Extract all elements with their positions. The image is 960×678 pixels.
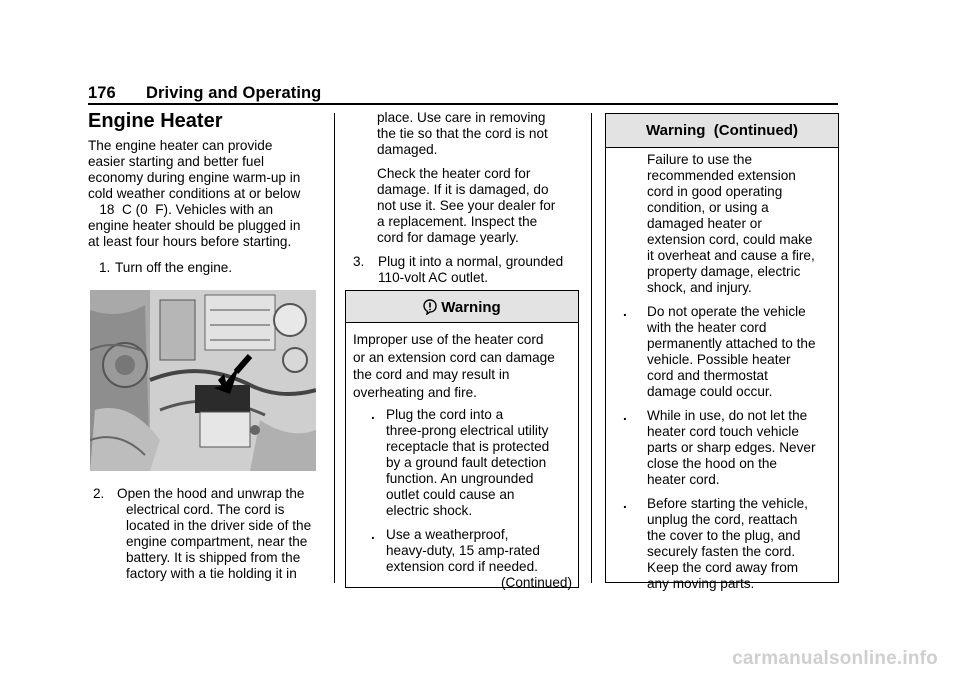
step-line: located in the driver side of the: [126, 518, 312, 533]
step-2-item: [88, 486, 328, 582]
bullet-line: Keep the cord away from: [647, 560, 799, 575]
intro-line: economy during engine warm-up in: [88, 170, 301, 185]
step-line: damaged.: [377, 142, 438, 157]
step-line: battery. It is shipped from the: [126, 550, 301, 565]
bullet-line: Plug the cord into a: [386, 407, 504, 422]
warning-line: extension cord, could make: [647, 232, 813, 247]
warning-bullet: [353, 527, 572, 575]
bullet-dot: .: [371, 407, 375, 422]
bullet-line: heater cord touch vehicle: [647, 424, 799, 439]
warning-line: condition, or using a: [647, 200, 769, 215]
section-title: Driving and Operating: [146, 84, 322, 102]
step-text: Turn off the engine.: [115, 260, 233, 275]
column-divider-1: [334, 113, 335, 583]
check-line: damage. If it is damaged, do: [377, 182, 549, 197]
warning-bullets: [346, 401, 578, 591]
warning-continued-para: [606, 148, 838, 296]
bullet-line: function. An ungrounded: [386, 471, 534, 486]
step-number: 1.: [99, 260, 111, 275]
step-2-continued: [353, 110, 581, 246]
bullet-dot: .: [623, 408, 627, 423]
step-line: engine compartment, near the: [126, 534, 308, 549]
warning-line: or an extension cord can damage: [353, 349, 555, 365]
warning-bullet: [606, 304, 832, 400]
intro-line: easier starting and better fuel: [88, 154, 265, 169]
bullet-line: heavy-duty, 15 amp-rated: [386, 543, 540, 558]
engine-illustration: [90, 290, 316, 471]
intro-line: The engine heater can provide: [88, 138, 273, 153]
warning-line: overheating and fire.: [353, 384, 477, 400]
warning-bullet: [606, 408, 832, 488]
check-line: cord for damage yearly.: [377, 230, 519, 245]
step-line: Plug it into a normal, grounded: [378, 254, 564, 269]
warning-box: [345, 290, 579, 588]
step-number: 2.: [93, 486, 105, 501]
page-number: 176: [88, 84, 116, 102]
warning-icon: [423, 294, 437, 328]
warning-line: the cord and may result in: [353, 367, 510, 382]
check-line: not use it. See your dealer for: [377, 198, 556, 213]
warning-line: Improper use of the heater cord: [353, 332, 544, 347]
warning-continued-title: Warning (Continued): [646, 122, 798, 139]
step-1: [88, 260, 323, 276]
engine-compartment-image: [90, 290, 316, 471]
bullet-dot: .: [371, 527, 375, 542]
bullet-line: outlet could cause an: [386, 487, 515, 502]
bullet-line: While in use, do not let the: [647, 408, 808, 423]
bullet-line: with the heater cord: [647, 320, 767, 335]
intro-line: at least four hours before starting.: [88, 234, 292, 249]
warning-line: it overheat and cause a fire,: [647, 248, 815, 263]
bullet-line: close the hood on the: [647, 456, 777, 471]
check-line: a replacement. Inspect the: [377, 214, 538, 229]
bullet-line: extension cord if needed.: [386, 559, 538, 574]
bullet-line: unplug the cord, reattach: [647, 512, 798, 527]
intro-line: engine heater should be plugged in: [88, 218, 301, 233]
warning-continued-box: [605, 113, 839, 591]
warning-line: Failure to use the: [647, 152, 753, 167]
bullet-line: Before starting the vehicle,: [647, 496, 808, 511]
step-line: Open the hood and unwrap the: [117, 486, 305, 501]
bullet-line: any moving parts.: [647, 576, 755, 591]
bullet-line: parts or sharp edges. Never: [647, 440, 816, 455]
step-line: electrical cord. The cord is: [126, 502, 285, 517]
bullet-line: damage could occur.: [647, 384, 773, 399]
page-title: Engine Heater: [88, 110, 223, 132]
warning-line: damaged heater or: [647, 216, 762, 231]
step-line: place. Use care in removing: [377, 110, 546, 125]
warning-continued-bullets: [606, 296, 838, 592]
bullet-line: Use a weatherproof,: [386, 527, 509, 542]
warning-body: [346, 323, 578, 401]
bullet-line: receptacle that is protected: [386, 439, 550, 454]
header-rule: [88, 103, 838, 105]
warning-bullet: [606, 496, 832, 592]
warning-title: Warning: [441, 299, 501, 316]
step-number: 3.: [353, 254, 365, 269]
bullet-line: permanently attached to the: [647, 336, 816, 351]
bullet-dot: .: [623, 496, 627, 511]
step-2: [88, 486, 328, 582]
bullet-line: cord and thermostat: [647, 368, 768, 383]
column-2: [353, 110, 581, 286]
check-line: Check the heater cord for: [377, 166, 531, 181]
intro-line: cold weather conditions at or below: [88, 186, 301, 201]
warning-continued-header: [606, 114, 838, 148]
column-1: [88, 138, 323, 276]
column-divider-2: [591, 113, 592, 583]
intro-line: 18 C (0 F). Vehicles with an: [88, 202, 274, 217]
step-line: 110-volt AC outlet.: [378, 270, 489, 285]
watermark-footer: carmanualsonline.info: [732, 648, 938, 669]
bullet-line: three-prong electrical utility: [386, 423, 549, 438]
warning-line: cord in good operating: [647, 184, 783, 199]
warning-line: property damage, electric: [647, 264, 801, 279]
bullet-line: by a ground fault detection: [386, 455, 547, 470]
step-line: factory with a tie holding it in: [126, 566, 297, 581]
running-header: [88, 84, 321, 103]
bullet-line: the cover to the plug, and: [647, 528, 801, 543]
bullet-line: heater cord.: [647, 472, 720, 487]
warning-line: recommended extension: [647, 168, 796, 183]
bullet-line: Do not operate the vehicle: [647, 304, 806, 319]
bullet-line: securely fasten the cord.: [647, 544, 796, 559]
bullet-dot: .: [623, 304, 627, 319]
warning-header: [346, 291, 578, 323]
warning-line: shock, and injury.: [647, 280, 752, 295]
continued-label: (Continued): [500, 575, 572, 590]
bullet-line: electric shock.: [386, 503, 473, 518]
warning-bullet: [353, 407, 572, 519]
step-line: the tie so that the cord is not: [377, 126, 548, 141]
step-3: [353, 254, 581, 286]
bullet-line: vehicle. Possible heater: [647, 352, 791, 367]
